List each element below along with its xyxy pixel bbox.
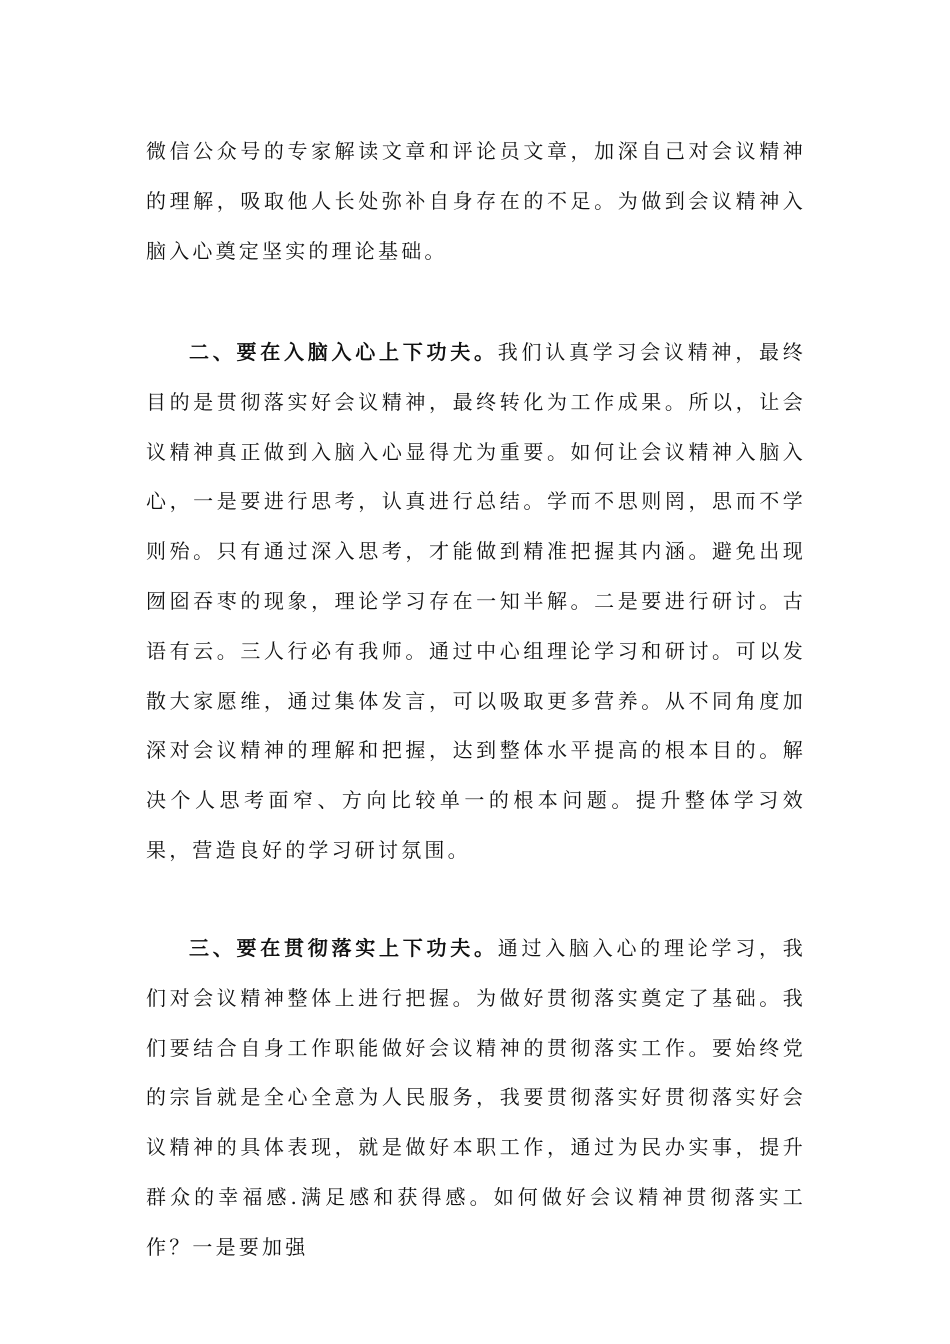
section-heading: 二、要在入脑入心上下功夫。 — [189, 340, 498, 364]
section-heading: 三、要在贯彻落实上下功夫。 — [189, 936, 498, 960]
paragraph-body: 通过入脑入心的理论学习，我们对会议精神整体上进行把握。为做好贯彻落实奠定了基础。我们要结合自身工作职能做好会议精神的贯彻落实工作。要始终党的宗旨就是全心全意为人民服务，我要贯彻落实好贯彻落实好会议精神的具体表现，就是做好本职工作，通过为民办实事，提升群众的幸福感.满足感和获得感。如何做好会议精神贯彻落实工作？一是要加强 — [146, 936, 806, 1259]
paragraph-body: 我们认真学习会议精神，最终目的是贯彻落实好会议精神，最终转化为工作成果。所以，让会议精神真正做到入脑入心显得尤为重要。如何让会议精神入脑入心，一是要进行思考，认真进行总结。学而不思则罔，思而不学则殆。只有通过深入思考，才能做到精准把握其内涵。避免出现囫囵吞枣的现象，理论学习存在一知半解。二是要进行研讨。古语有云。三人行必有我师。通过中心组理论学习和研讨。可以发散大家愿维，通过集体发言，可以吸取更多营养。从不同角度加深对会议精神的理解和把握，达到整体水平提高的根本目的。解决个人思考面窄、方向比较单一的根本问题。提升整体学习效果，营造良好的学习研讨氛围。 — [146, 340, 806, 862]
paragraph-section-two — [146, 328, 806, 876]
paragraph-body: 微信公众号的专家解读文章和评论员文章，加深自己对会议精神的理解，吸取他人长处弥补自身存在的不足。为做到会议精神入脑入心奠定坚实的理论基础。 — [146, 139, 806, 263]
paragraph-continuation — [146, 127, 806, 276]
paragraph-section-three — [146, 924, 806, 1273]
